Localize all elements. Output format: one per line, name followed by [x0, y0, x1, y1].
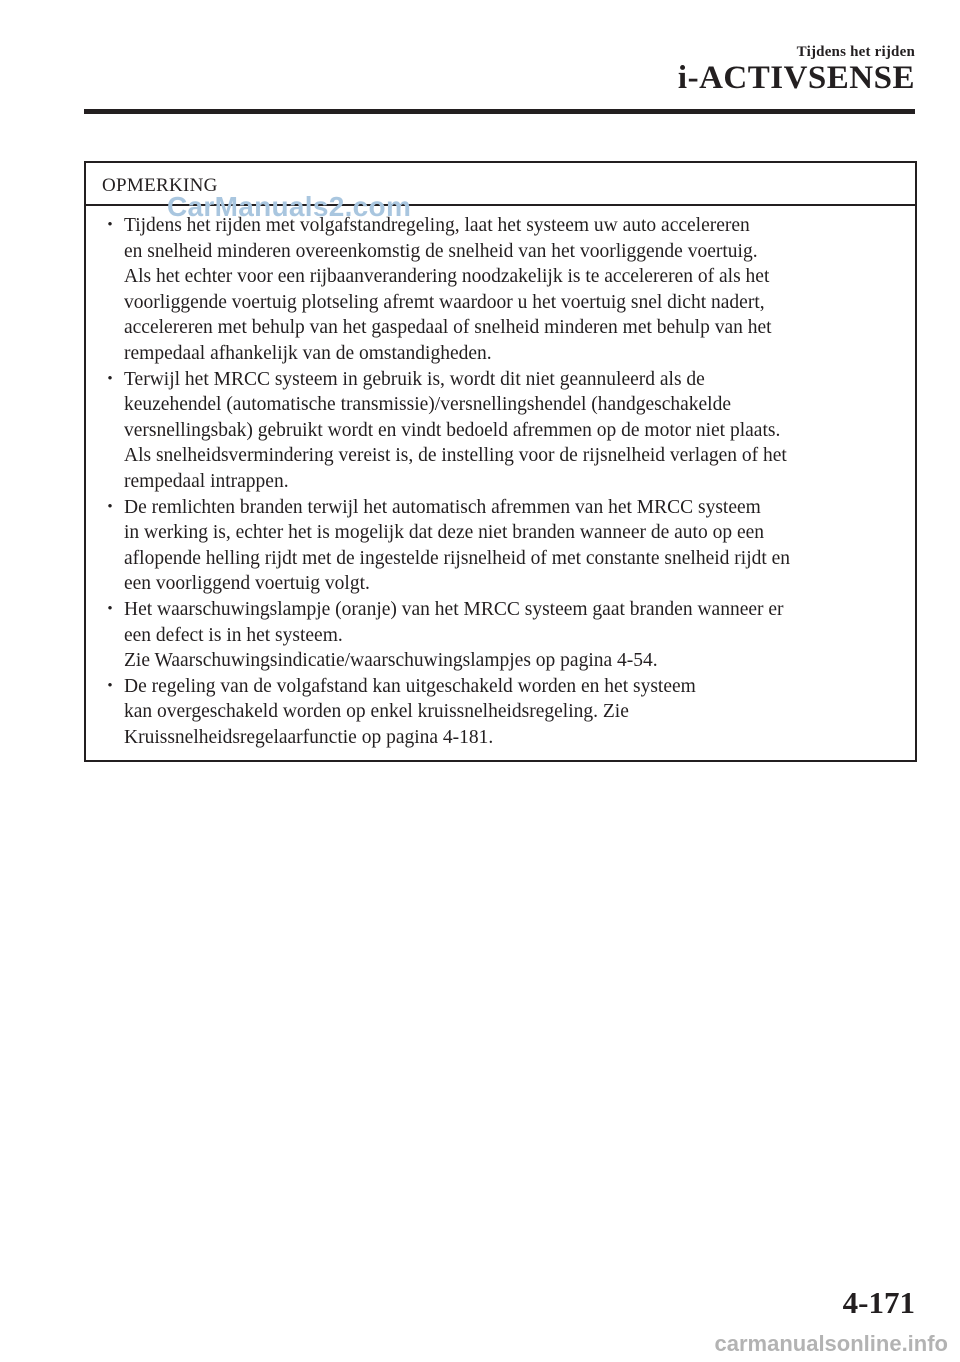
bullet-icon: •	[107, 600, 113, 617]
list-item-text: Terwijl het MRCC systeem in gebruik is, wordt dit niet geannuleerd als de keuzehendel (automatische transmissie)/versnellingshendel (handgeschakelde versnellingsbak) gebruikt wordt en vindt bedoeld afremmen op de motor niet plaats. Als snelheidsvermindering vereist is, de instelling voor de rijsnelheid verlagen of het rempedaal intrappen.	[124, 368, 787, 492]
list-item	[86, 213, 915, 367]
list-item-text: Het waarschuwingslampje (oranje) van het MRCC systeem gaat branden wanneer er een defect is in het systeem. Zie Waarschuwingsindicatie/waarschuwingslampjes op pagina 4-54.	[124, 598, 784, 672]
bullet-icon: •	[107, 677, 113, 694]
bullet-icon: •	[107, 370, 113, 387]
note-box	[84, 161, 917, 762]
list-item-text: De remlichten branden terwijl het automatisch afremmen van het MRCC systeem in werking is, echter het is mogelijk dat deze niet branden wanneer de auto op een aflopende helling rijdt met de ingestelde rijsnelheid of met constante snelheid rijdt en een voorliggend voertuig volgt.	[124, 496, 791, 595]
section-label: Tijdens het rijden	[796, 44, 915, 60]
list-item	[86, 367, 915, 495]
list-item-text: Tijdens het rijden met volgafstandregeling, laat het systeem uw auto accelereren en snelheid minderen overeenkomstig de snelheid van het voorliggende voertuig. Als het echter voor een rijbaanverandering noodzakelijk is te accelereren of als het voorliggende voertuig plotseling afremt waardoor u het voertuig snel dicht nadert, accelereren met behulp van het gaspedaal of snelheid minderen met behulp van het rempedaal afhankelijk van de omstandigheden.	[124, 215, 772, 364]
bullet-icon: •	[107, 217, 113, 233]
note-list	[86, 213, 915, 750]
list-item	[86, 495, 915, 597]
header-rule	[84, 109, 915, 114]
note-title: OPMERKING	[102, 175, 218, 196]
watermark: CarManuals2.com	[167, 191, 412, 222]
chapter-title: i-ACTIVSENSE	[677, 60, 915, 96]
page-number: 4-171	[842, 1285, 915, 1320]
list-item-text: De regeling van de volgafstand kan uitgeschakeld worden en het systeem kan overgeschakeld worden op enkel kruissnelheidsregeling. Zie Kruissnelheidsregelaarfunctie op pagina 4-181.	[124, 675, 696, 748]
list-item	[86, 597, 915, 674]
list-item	[86, 674, 915, 751]
bullet-icon: •	[107, 498, 113, 515]
footer-watermark: carmanualsonline.info	[714, 1331, 948, 1356]
